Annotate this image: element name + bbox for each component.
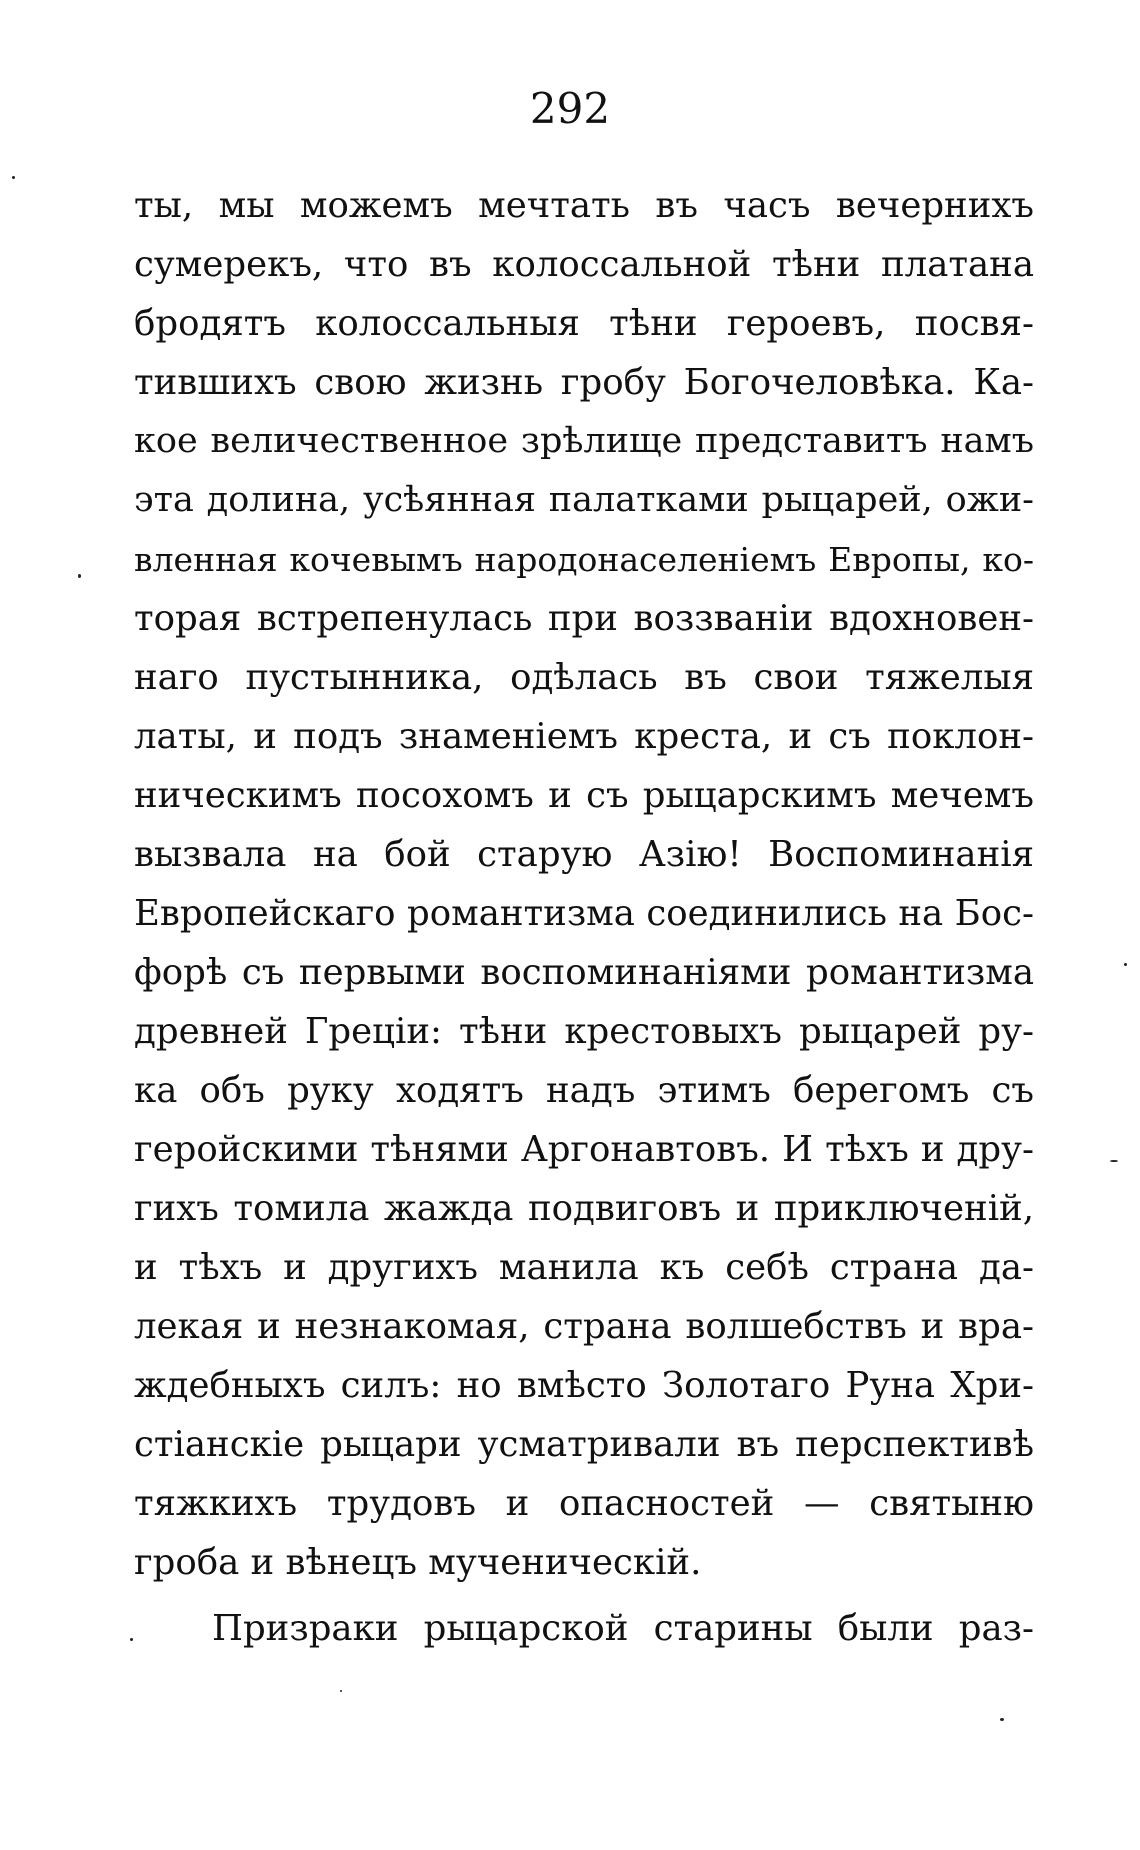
- text-line: ка объ руку ходятъ надъ этимъ берегомъ съ: [134, 1070, 1034, 1111]
- text-line: форѣ съ первыми воспоминаніями романтизма: [134, 952, 1034, 993]
- text-line: латы, и подъ знаменіемъ креста, и съ поклон-: [134, 716, 1034, 757]
- text-line: геройскими тѣнями Аргонавтовъ. И тѣхъ и дру-: [134, 1129, 1034, 1170]
- body-text: [134, 176, 1034, 1658]
- scan-speck: [130, 1638, 133, 1641]
- scan-speck: [1124, 963, 1127, 966]
- text-line: сумерекъ, что въ колоссальной тѣни платана: [134, 244, 1034, 285]
- text-line: торая встрепенулась при воззваніи вдохновен-: [134, 598, 1034, 639]
- text-line: тяжкихъ трудовъ и опасностей — святыню: [134, 1483, 1034, 1524]
- text-line: тившихъ свою жизнь гробу Богочеловѣка. Ка-: [134, 362, 1034, 403]
- text-line: бродятъ колоссальныя тѣни героевъ, посвя-: [134, 303, 1034, 344]
- text-line: вызвала на бой старую Азію! Воспоминанія: [134, 834, 1034, 875]
- text-line: Призраки рыцарской старины были раз-: [212, 1608, 1034, 1649]
- text-line: ждебныхъ силъ: но вмѣсто Золотаго Руна Хри-: [134, 1365, 1034, 1406]
- page-number: 292: [529, 84, 611, 133]
- scan-speck: [78, 574, 81, 578]
- paragraph-1: [134, 176, 1034, 1592]
- text-line: ты, мы можемъ мечтать въ часъ вечернихъ: [134, 185, 1034, 226]
- text-line: и тѣхъ и другихъ манила къ себѣ страна да-: [134, 1247, 1034, 1288]
- text-line: наго пустынника, одѣлась въ свои тяжелыя: [134, 657, 1034, 698]
- text-line: лекая и незнакомая, страна волшебствъ и вра-: [134, 1306, 1034, 1347]
- text-line: кое величественное зрѣлище представитъ намъ: [134, 421, 1034, 461]
- text-line: гроба и вѣнецъ мученическій.: [134, 1542, 702, 1583]
- scan-speck: [12, 176, 15, 179]
- text-line: древней Греціи: тѣни крестовыхъ рыцарей ру-: [134, 1011, 1034, 1052]
- paragraph-2: [134, 1599, 1034, 1658]
- text-line: гихъ томила жажда подвиговъ и приключеній,: [134, 1188, 1034, 1229]
- scan-speck: [340, 1690, 342, 1692]
- text-line: Европейскаго романтизма соединились на Бос-: [134, 893, 1034, 934]
- text-line: стіанскіе рыцари усматривали въ перспективѣ: [134, 1424, 1034, 1465]
- text-line: эта долина, усѣянная палатками рыцарей, ожи-: [134, 480, 1034, 520]
- text-line: вленная кочевымъ народонаселеніемъ Европы, ко-: [134, 540, 1034, 579]
- scan-speck: [1110, 1160, 1118, 1162]
- text-line: ническимъ посохомъ и съ рыцарскимъ мечемъ: [134, 775, 1034, 816]
- scan-speck: [1000, 1718, 1004, 1721]
